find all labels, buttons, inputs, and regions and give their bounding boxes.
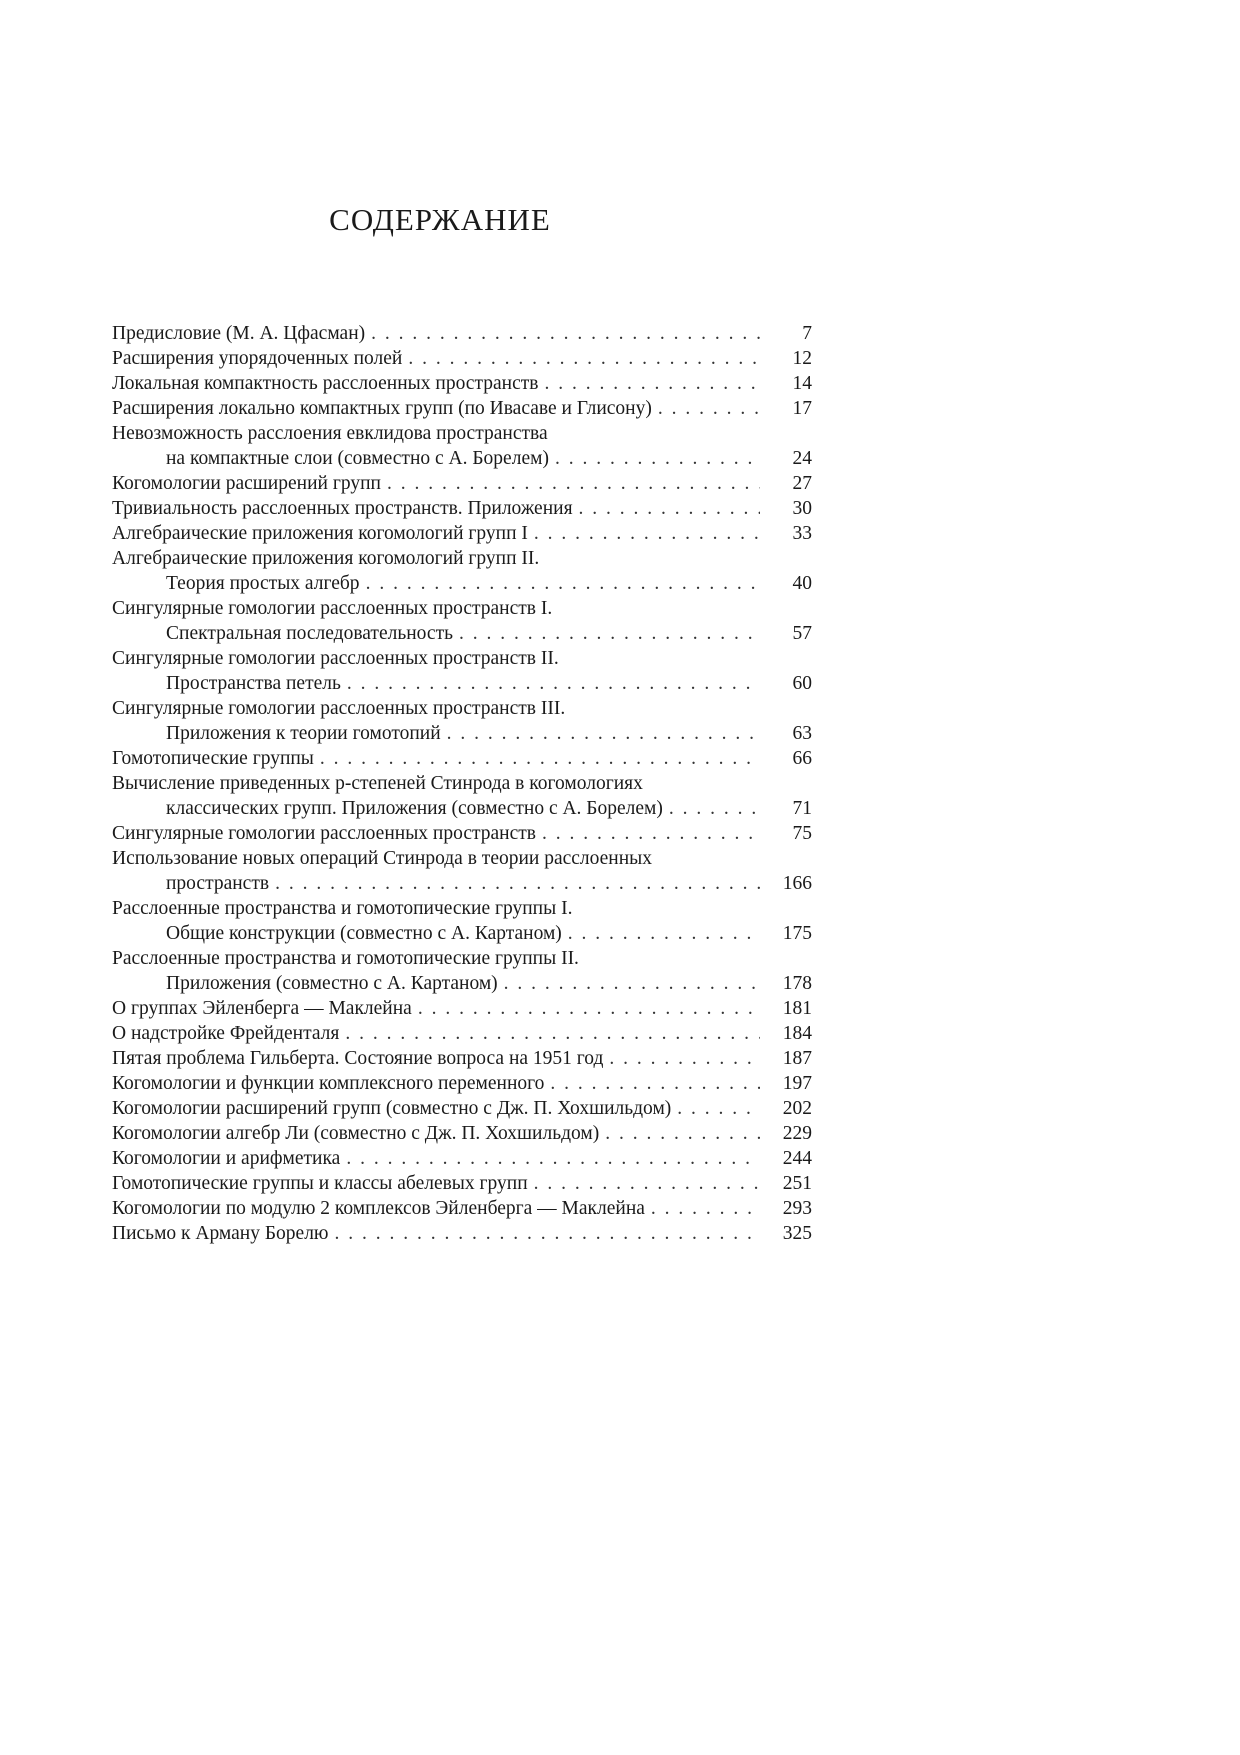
toc-entry-title: Пространства петель [166, 673, 341, 694]
toc-line [112, 521, 812, 546]
toc-entry [112, 696, 812, 746]
toc-page-number: 12 [792, 348, 812, 369]
toc-page-number: 184 [782, 1023, 812, 1044]
toc-line [112, 646, 812, 671]
toc-entry-title: Пятая проблема Гильберта. Состояние вопроса на 1951 год [112, 1048, 604, 1069]
toc-entry [112, 496, 812, 521]
toc-entry [112, 946, 812, 996]
toc-entry-title: Вычисление приведенных p-степеней Стинрода в когомологиях [112, 773, 643, 794]
toc-entry-title: Тривиальность расслоенных пространств. Приложения [112, 498, 573, 519]
dot-leader [544, 371, 760, 396]
dot-leader [371, 321, 760, 346]
toc-line [112, 546, 812, 571]
dot-leader [651, 1196, 760, 1221]
dot-leader [346, 1146, 760, 1171]
toc-line [112, 996, 812, 1021]
toc-entry [112, 371, 812, 396]
toc-entry-title: Общие конструкции (совместно с А. Картаном) [166, 923, 562, 944]
toc-page-number: 63 [792, 723, 812, 744]
toc-line [112, 496, 812, 521]
toc-entry-title: Теория простых алгебр [166, 573, 360, 594]
toc-line [112, 1221, 812, 1246]
toc-entry [112, 396, 812, 421]
dot-leader [345, 1021, 760, 1046]
dot-leader [605, 1121, 760, 1146]
page-title: СОДЕРЖАНИЕ [329, 202, 551, 237]
toc-entry-title: Гомотопические группы и классы абелевых групп [112, 1173, 528, 1194]
toc-entry-title: Когомологии и функции комплексного переменного [112, 1073, 545, 1094]
toc-page-number: 229 [782, 1123, 812, 1144]
dot-leader [555, 446, 760, 471]
toc-page-number: 75 [792, 823, 812, 844]
toc-entry [112, 521, 812, 546]
dot-leader [609, 1046, 760, 1071]
toc-page-number: 71 [792, 798, 812, 819]
toc-entry-title: Когомологии и арифметика [112, 1148, 341, 1169]
dot-leader [275, 871, 760, 896]
toc-entry-title: Расслоенные пространства и гомотопические группы I. [112, 898, 573, 919]
toc-entry [112, 346, 812, 371]
toc-page-number: 244 [782, 1148, 812, 1169]
toc-line [112, 396, 812, 421]
dot-leader [459, 621, 760, 646]
toc-line [112, 1096, 812, 1121]
toc-line [112, 971, 812, 996]
dot-leader [347, 671, 760, 696]
toc-entry-title: классических групп. Приложения (совместно с А. Борелем) [166, 798, 663, 819]
toc-entry-title: Когомологии по модулю 2 комплексов Эйленберга — Маклейна [112, 1198, 645, 1219]
toc-entry [112, 1096, 812, 1121]
toc-line [112, 321, 812, 346]
toc-page-number: 7 [802, 323, 812, 344]
toc-page-number: 251 [782, 1173, 812, 1194]
toc-entry-title: Гомотопические группы [112, 748, 314, 769]
dot-leader [418, 996, 760, 1021]
dot-leader [335, 1221, 761, 1246]
toc-line [112, 671, 812, 696]
toc-page-number: 166 [782, 873, 812, 894]
toc-entry [112, 1171, 812, 1196]
toc-page-number: 33 [792, 523, 812, 544]
toc-entry-title: Сингулярные гомологии расслоенных пространств III. [112, 698, 566, 719]
toc-line [112, 596, 812, 621]
toc-line [112, 1121, 812, 1146]
toc-entry-title: Локальная компактность расслоенных пространств [112, 373, 539, 394]
toc-line [112, 696, 812, 721]
toc-line [112, 796, 812, 821]
toc-entry [112, 1146, 812, 1171]
toc-entry [112, 846, 812, 896]
toc-entry [112, 546, 812, 596]
dot-leader [504, 971, 760, 996]
toc-entry-title: Расширения локально компактных групп (по Ивасаве и Глисону) [112, 398, 652, 419]
toc-page-number: 60 [792, 673, 812, 694]
toc-line [112, 1146, 812, 1171]
toc-entry [112, 1196, 812, 1221]
dot-leader [542, 821, 760, 846]
toc-entry [112, 996, 812, 1021]
toc-entry-title: Расширения упорядоченных полей [112, 348, 403, 369]
dot-leader [658, 396, 760, 421]
dot-leader [366, 571, 760, 596]
toc-page-number: 178 [782, 973, 812, 994]
toc-entry [112, 821, 812, 846]
toc-entry-title: О группах Эйленберга — Маклейна [112, 998, 412, 1019]
dot-leader [534, 521, 760, 546]
toc-entry [112, 1121, 812, 1146]
toc-page-number: 17 [792, 398, 812, 419]
toc-line [112, 1196, 812, 1221]
toc-line [112, 346, 812, 371]
toc-line [112, 871, 812, 896]
toc-entry-title: Приложения (совместно с А. Картаном) [166, 973, 498, 994]
toc-line [112, 621, 812, 646]
toc-entry [112, 1046, 812, 1071]
toc-entry-title: Приложения к теории гомотопий [166, 723, 441, 744]
dot-leader [408, 346, 760, 371]
toc-line [112, 746, 812, 771]
toc-entry-title: Сингулярные гомологии расслоенных пространств II. [112, 648, 559, 669]
toc-entry-title: Сингулярные гомологии расслоенных пространств [112, 823, 536, 844]
toc-page-number: 293 [782, 1198, 812, 1219]
toc-line [112, 571, 812, 596]
toc-entry-title: Алгебраические приложения когомологий групп II. [112, 548, 540, 569]
toc-entry-title: Расслоенные пространства и гомотопические группы II. [112, 948, 579, 969]
toc-line [112, 471, 812, 496]
dot-leader [550, 1071, 760, 1096]
toc-entry [112, 1221, 812, 1246]
toc-line [112, 421, 812, 446]
toc-page-number: 197 [782, 1073, 812, 1094]
toc-entry-title: Когомологии расширений групп (совместно с Дж. П. Хохшильдом) [112, 1098, 672, 1119]
toc-page-number: 30 [792, 498, 812, 519]
dot-leader [669, 796, 760, 821]
toc-page-number: 24 [792, 448, 812, 469]
toc-entry [112, 421, 812, 471]
toc-entry-title: Когомологии расширений групп [112, 473, 381, 494]
toc-entry-title: Предисловие (М. А. Цфасман) [112, 323, 366, 344]
toc-page-number: 14 [792, 373, 812, 394]
toc-line [112, 896, 812, 921]
toc-page-number: 325 [782, 1223, 812, 1244]
toc-page-number: 40 [792, 573, 812, 594]
toc-entry [112, 771, 812, 821]
toc-entry-title: пространств [166, 873, 270, 894]
table-of-contents [112, 321, 812, 1246]
toc-page-number: 181 [782, 998, 812, 1019]
toc-entry-title: Невозможность расслоения евклидова пространства [112, 423, 548, 444]
toc-entry-title: Алгебраические приложения когомологий групп I [112, 523, 528, 544]
toc-entry-title: Когомологии алгебр Ли (совместно с Дж. П. Хохшильдом) [112, 1123, 600, 1144]
toc-line [112, 821, 812, 846]
toc-line [112, 1171, 812, 1196]
toc-entry [112, 321, 812, 346]
toc-entry [112, 746, 812, 771]
toc-entry-title: Спектральная последовательность [166, 623, 453, 644]
toc-entry-title: О надстройке Фрейденталя [112, 1023, 340, 1044]
dot-leader [568, 921, 760, 946]
toc-entry [112, 1071, 812, 1096]
toc-page-number: 175 [782, 923, 812, 944]
toc-line [112, 721, 812, 746]
dot-leader [677, 1096, 760, 1121]
dot-leader [387, 471, 760, 496]
toc-entry [112, 646, 812, 696]
toc-line [112, 846, 812, 871]
toc-page-number: 57 [792, 623, 812, 644]
toc-entry-title: на компактные слои (совместно с А. Борелем) [166, 448, 549, 469]
toc-line [112, 371, 812, 396]
toc-line [112, 921, 812, 946]
toc-line [112, 1071, 812, 1096]
toc-page-number: 202 [782, 1098, 812, 1119]
toc-line [112, 1021, 812, 1046]
toc-entry [112, 596, 812, 646]
toc-page-number: 27 [792, 473, 812, 494]
dot-leader [534, 1171, 760, 1196]
toc-entry [112, 1021, 812, 1046]
toc-line [112, 446, 812, 471]
dot-leader [579, 496, 760, 521]
toc-entry [112, 896, 812, 946]
toc-line [112, 946, 812, 971]
toc-entry-title: Сингулярные гомологии расслоенных пространств I. [112, 598, 553, 619]
toc-page-number: 66 [792, 748, 812, 769]
toc-line [112, 771, 812, 796]
toc-page-number: 187 [782, 1048, 812, 1069]
toc-entry [112, 471, 812, 496]
dot-leader [447, 721, 760, 746]
dot-leader [320, 746, 760, 771]
toc-entry-title: Письмо к Арману Борелю [112, 1223, 329, 1244]
toc-entry-title: Использование новых операций Стинрода в теории расслоенных [112, 848, 653, 869]
toc-line [112, 1046, 812, 1071]
